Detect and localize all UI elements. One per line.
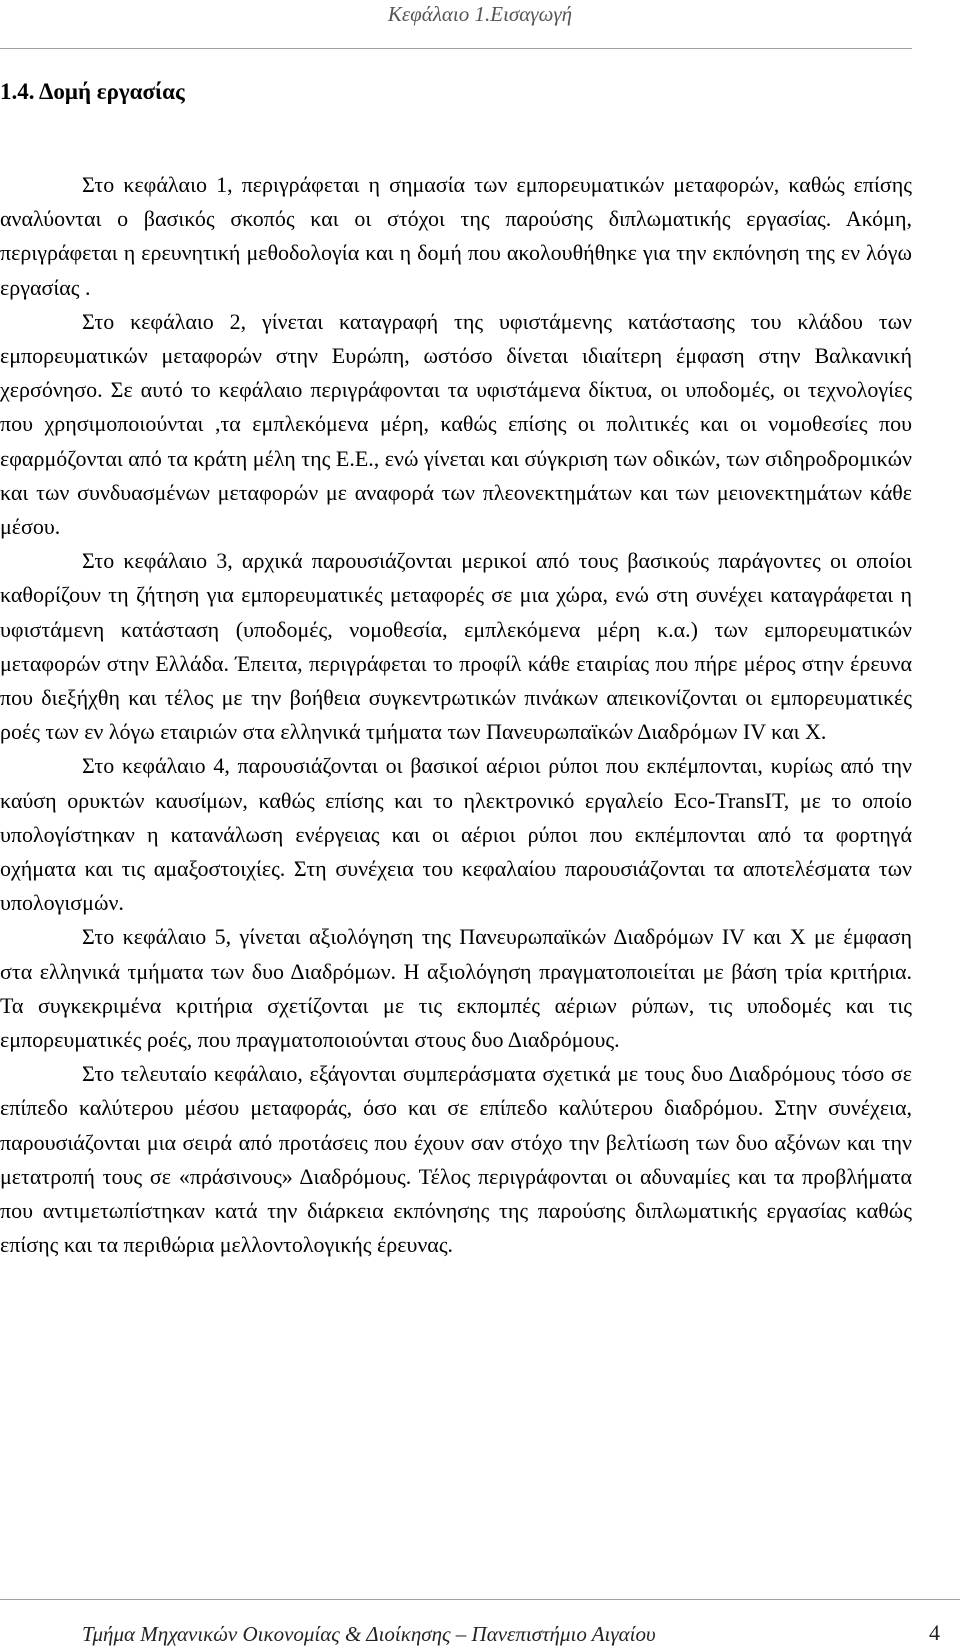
running-header: Κεφάλαιο 1.Εισαγωγή — [387, 2, 573, 26]
footer-divider — [0, 1599, 960, 1600]
paragraph-final-chapter: Στο τελευταίο κεφάλαιο, εξάγονται συμπεράσματα σχετικά με τους δυο Διαδρόμους τόσο σε επίπεδο καλύτερου μέσου μεταφοράς, όσο και σε επίπεδο καλύτερου διαδρόμου. Στην συνέχεια, παρουσιάζονται μια σειρά από προτάσεις που έχουν σαν στόχο την βελτίωση των δυο αξόνων και την μετατροπή τους σε «πράσινους» Διαδρόμους. Τέλος περιγράφονται οι αδυναμίες και τα προβλήματα που αντιμετωπίστηκαν κατά την διάρκεια εκπόνησης της παρούσης διπλωματικής εργασίας καθώς επίσης και τα περιθώρια μελλοντολογικής έρευνας. — [0, 1061, 912, 1258]
paragraph-chapter-3: Στο κεφάλαιο 3, αρχικά παρουσιάζονται μερικοί από τους βασικούς παράγοντες οι οποίοι καθορίζουν τη ζήτηση για εμπορευματικές μεταφορές σε μια χώρα, ενώ στη συνέχει καταγράφεται η υφιστάμενη κατάσταση (υποδομές, νομοθεσία, εμπλεκόμενα μέρη κ.α.) των εμπορευματικών μεταφορών στην Ελλάδα. Έπειτα, περιγράφεται το προφίλ κάθε εταιρίας που πήρε μέρος στην έρευνα που διεξήχθη και τέλος με την βοήθεια συγκεντρωτικών πινάκων απεικονίζονται οι εμπορευματικές ροές των εν λόγω εταιριών στα ελληνικά τμήματα των Πανευρωπαϊκών Διαδρόμων IV και X. — [0, 548, 912, 745]
page-number: 4 — [929, 1620, 940, 1645]
body-text — [0, 168, 912, 1263]
paragraph-chapter-2: Στο κεφάλαιο 2, γίνεται καταγραφή της υφιστάμενης κατάστασης του κλάδου των εμπορευματικών μεταφορών στην Ευρώπη, ωστόσο δίνεται ιδιαίτερη έμφαση στην Βαλκανική χερσόνησο. Σε αυτό το κεφάλαιο περιγράφονται τα υφιστάμενα δίκτυα, οι υποδομές, οι τεχνολογίες που χρησιμοποιούνται ,τα εμπλεκόμενα μέρη, καθώς επίσης οι πολιτικές και οι νομοθεσίες που εφαρμόζονται από τα κράτη μέλη της Ε.Ε., ενώ γίνεται και σύγκριση των οδικών, των σιδηροδρομικών και των συνδυασμένων μεταφορών με αναφορά των πλεονεκτημάτων και των μειονεκτημάτων κάθε μέσου. — [0, 308, 912, 540]
paragraph-chapter-4: Στο κεφάλαιο 4, παρουσιάζονται οι βασικοί αέριοι ρύποι που εκπέμπονται, κυρίως από την καύση ορυκτών καυσίμων, καθώς επίσης και το ηλεκτρονικό εργαλείο Eco-TransIT, με το οποίο υπολογίστηκαν η κατανάλωση ενέργειας και οι αέριοι ρύποι που εκπέμπονται από τα φορτηγά οχήματα και τις αμαξοστοιχίες. Στη συνέχεια του κεφαλαίου παρουσιάζονται τα αποτελέσματα των υπολογισμών. — [0, 753, 912, 916]
paragraph-chapter-5: Στο κεφάλαιο 5, γίνεται αξιολόγηση της Πανευρωπαϊκών Διαδρόμων IV και X με έμφαση στα ελληνικά τμήματα των δυο Διαδρόμων. Η αξιολόγηση πραγματοποιείται με βάση τρία κριτήρια. Τα συγκεκριμένα κριτήρια σχετίζονται με τις εκπομπές αέριων ρύπων, τις υποδομές και τις εμπορευματικές ροές, που πραγματοποιούνται στους δυο Διαδρόμους. — [0, 924, 912, 1053]
section-heading: 1.4. Δομή εργασίας — [0, 79, 185, 104]
footer-institution: Τμήμα Μηχανικών Οικονομίας & Διοίκησης – Πανεπιστήμιο Αιγαίου — [82, 1622, 656, 1646]
header-divider — [0, 48, 912, 49]
paragraph-chapter-1: Στο κεφάλαιο 1, περιγράφεται η σημασία των εμπορευματικών μεταφορών, καθώς επίσης αναλύονται ο βασικός σκοπός και οι στόχοι της παρούσης διπλωματικής εργασίας. Ακόμη, περιγράφεται η ερευνητική μεθοδολογία και η δομή που ακολουθήθηκε για την εκπόνηση της εν λόγω εργασίας . — [0, 172, 912, 300]
